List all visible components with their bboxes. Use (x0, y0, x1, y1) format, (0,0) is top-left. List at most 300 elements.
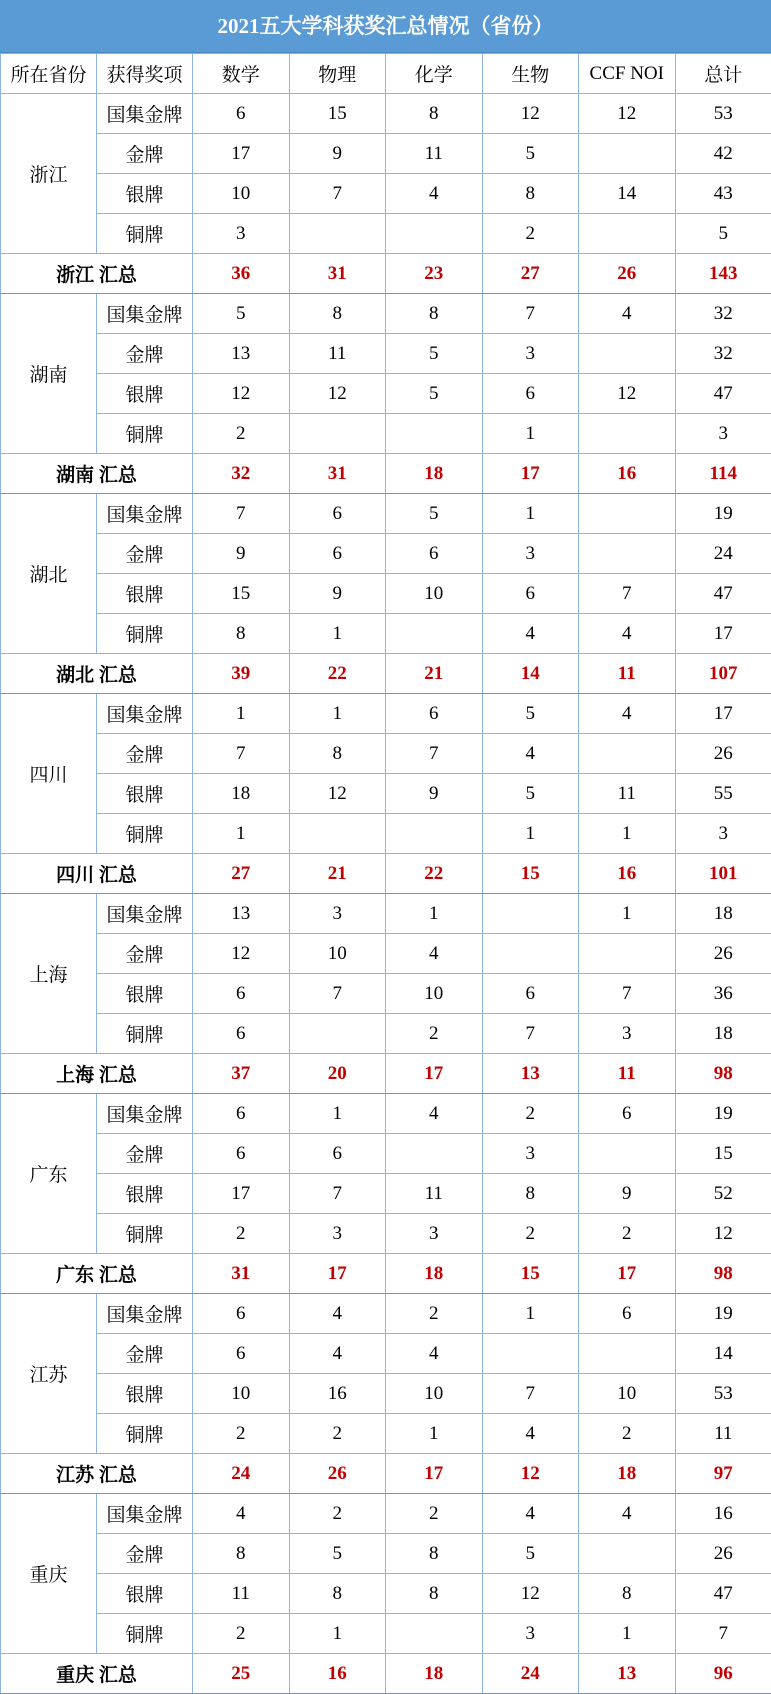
math-total-cell: 27 (193, 854, 290, 894)
total-cell: 12 (675, 1214, 771, 1254)
table-row (1, 494, 771, 534)
total-total-cell: 114 (675, 454, 771, 494)
chemistry-cell: 6 (386, 534, 483, 574)
total-cell: 55 (675, 774, 771, 814)
biology-cell: 7 (482, 294, 579, 334)
physics-cell: 6 (289, 494, 386, 534)
ccf-noi-cell: 8 (579, 1574, 676, 1614)
physics-cell: 1 (289, 1614, 386, 1654)
total-total-cell: 143 (675, 254, 771, 294)
total-cell: 16 (675, 1494, 771, 1534)
table-row (1, 1014, 771, 1054)
total-total-cell: 97 (675, 1454, 771, 1494)
province-cell: 四川 (1, 694, 97, 854)
biology-cell: 4 (482, 734, 579, 774)
ccf-noi-cell: 3 (579, 1014, 676, 1054)
total-cell: 3 (675, 814, 771, 854)
math-cell: 17 (193, 1174, 290, 1214)
physics-total-cell: 20 (289, 1054, 386, 1094)
total-cell: 19 (675, 1294, 771, 1334)
total-cell: 5 (675, 214, 771, 254)
table-row (1, 134, 771, 174)
ccf-noi-total-cell: 16 (579, 854, 676, 894)
award-cell: 铜牌 (97, 214, 193, 254)
table-row (1, 1174, 771, 1214)
header-physics: 物理 (289, 54, 386, 94)
total-total-cell: 98 (675, 1254, 771, 1294)
table-row (1, 1494, 771, 1534)
award-cell: 国集金牌 (97, 694, 193, 734)
math-cell: 2 (193, 1614, 290, 1654)
total-cell: 53 (675, 1374, 771, 1414)
province-total-label: 四川 汇总 (1, 854, 193, 894)
header-math: 数学 (193, 54, 290, 94)
math-cell: 2 (193, 1414, 290, 1454)
award-cell: 铜牌 (97, 814, 193, 854)
chemistry-cell: 8 (386, 1534, 483, 1574)
physics-cell: 6 (289, 534, 386, 574)
table-row (1, 1614, 771, 1654)
physics-cell: 6 (289, 1134, 386, 1174)
award-cell: 国集金牌 (97, 294, 193, 334)
total-cell: 47 (675, 374, 771, 414)
province-cell: 湖南 (1, 294, 97, 454)
math-cell: 6 (193, 1294, 290, 1334)
physics-total-cell: 31 (289, 454, 386, 494)
biology-cell: 7 (482, 1014, 579, 1054)
biology-cell: 1 (482, 414, 579, 454)
award-cell: 铜牌 (97, 1014, 193, 1054)
physics-cell: 3 (289, 894, 386, 934)
math-cell: 10 (193, 1374, 290, 1414)
math-cell: 13 (193, 894, 290, 934)
total-total-cell: 98 (675, 1054, 771, 1094)
math-cell: 1 (193, 814, 290, 854)
chemistry-total-cell: 17 (386, 1054, 483, 1094)
award-cell: 铜牌 (97, 1414, 193, 1454)
biology-cell (482, 894, 579, 934)
math-total-cell: 39 (193, 654, 290, 694)
total-total-cell: 101 (675, 854, 771, 894)
biology-cell: 1 (482, 814, 579, 854)
total-cell: 3 (675, 414, 771, 454)
province-cell: 广东 (1, 1094, 97, 1254)
math-cell: 6 (193, 94, 290, 134)
award-cell: 银牌 (97, 174, 193, 214)
province-cell: 湖北 (1, 494, 97, 654)
biology-total-cell: 17 (482, 454, 579, 494)
physics-cell: 4 (289, 1294, 386, 1334)
header-chemistry: 化学 (386, 54, 483, 94)
math-total-cell: 36 (193, 254, 290, 294)
biology-total-cell: 12 (482, 1454, 579, 1494)
biology-cell: 3 (482, 334, 579, 374)
physics-total-cell: 26 (289, 1454, 386, 1494)
province-total-row (1, 854, 771, 894)
math-cell: 11 (193, 1574, 290, 1614)
chemistry-cell: 8 (386, 1574, 483, 1614)
total-cell: 47 (675, 574, 771, 614)
province-total-label: 广东 汇总 (1, 1254, 193, 1294)
ccf-noi-cell: 10 (579, 1374, 676, 1414)
table-body (1, 94, 771, 1694)
math-total-cell: 37 (193, 1054, 290, 1094)
province-total-row (1, 654, 771, 694)
ccf-noi-cell (579, 1134, 676, 1174)
table-row (1, 934, 771, 974)
province-cell: 上海 (1, 894, 97, 1054)
ccf-noi-cell: 2 (579, 1414, 676, 1454)
physics-cell: 12 (289, 774, 386, 814)
table-row (1, 1534, 771, 1574)
math-cell: 17 (193, 134, 290, 174)
biology-cell: 3 (482, 534, 579, 574)
ccf-noi-cell: 1 (579, 814, 676, 854)
chemistry-total-cell: 22 (386, 854, 483, 894)
chemistry-total-cell: 21 (386, 654, 483, 694)
total-cell: 36 (675, 974, 771, 1014)
ccf-noi-cell: 4 (579, 614, 676, 654)
physics-cell (289, 414, 386, 454)
table-row (1, 1294, 771, 1334)
province-total-row (1, 1454, 771, 1494)
physics-total-cell: 31 (289, 254, 386, 294)
award-cell: 铜牌 (97, 1214, 193, 1254)
physics-cell (289, 214, 386, 254)
header-province: 所在省份 (1, 54, 97, 94)
biology-cell: 4 (482, 1414, 579, 1454)
province-total-label: 湖南 汇总 (1, 454, 193, 494)
physics-cell: 8 (289, 294, 386, 334)
award-cell: 铜牌 (97, 1614, 193, 1654)
table-row (1, 694, 771, 734)
total-cell: 42 (675, 134, 771, 174)
physics-cell: 4 (289, 1334, 386, 1374)
table-row (1, 334, 771, 374)
physics-cell: 12 (289, 374, 386, 414)
province-cell: 重庆 (1, 1494, 97, 1654)
ccf-noi-cell: 6 (579, 1094, 676, 1134)
total-cell: 26 (675, 734, 771, 774)
total-cell: 24 (675, 534, 771, 574)
table-row (1, 214, 771, 254)
math-cell: 2 (193, 1214, 290, 1254)
chemistry-cell (386, 1614, 483, 1654)
biology-cell (482, 1334, 579, 1374)
ccf-noi-cell: 4 (579, 1494, 676, 1534)
physics-cell: 5 (289, 1534, 386, 1574)
chemistry-cell: 4 (386, 934, 483, 974)
ccf-noi-cell: 7 (579, 974, 676, 1014)
physics-total-cell: 17 (289, 1254, 386, 1294)
province-total-label: 江苏 汇总 (1, 1454, 193, 1494)
header-award: 获得奖项 (97, 54, 193, 94)
table-row (1, 574, 771, 614)
physics-cell: 1 (289, 694, 386, 734)
table-row (1, 1414, 771, 1454)
biology-cell: 5 (482, 1534, 579, 1574)
chemistry-cell: 5 (386, 494, 483, 534)
physics-cell: 8 (289, 734, 386, 774)
physics-cell (289, 814, 386, 854)
province-total-row (1, 1654, 771, 1694)
total-cell: 15 (675, 1134, 771, 1174)
math-cell: 6 (193, 1014, 290, 1054)
table-row (1, 1094, 771, 1134)
math-cell: 12 (193, 934, 290, 974)
total-cell: 18 (675, 894, 771, 934)
ccf-noi-cell: 9 (579, 1174, 676, 1214)
ccf-noi-cell (579, 734, 676, 774)
total-cell: 17 (675, 614, 771, 654)
province-cell: 江苏 (1, 1294, 97, 1454)
chemistry-cell (386, 814, 483, 854)
physics-cell: 1 (289, 614, 386, 654)
chemistry-cell: 7 (386, 734, 483, 774)
physics-cell: 9 (289, 574, 386, 614)
table-row (1, 294, 771, 334)
biology-cell: 12 (482, 1574, 579, 1614)
chemistry-total-cell: 18 (386, 1654, 483, 1694)
ccf-noi-cell: 12 (579, 374, 676, 414)
math-cell: 6 (193, 974, 290, 1014)
province-total-label: 湖北 汇总 (1, 654, 193, 694)
chemistry-total-cell: 18 (386, 1254, 483, 1294)
table-row (1, 1574, 771, 1614)
math-cell: 6 (193, 1134, 290, 1174)
math-cell: 7 (193, 734, 290, 774)
ccf-noi-total-cell: 11 (579, 1054, 676, 1094)
ccf-noi-cell: 1 (579, 1614, 676, 1654)
award-cell: 金牌 (97, 1334, 193, 1374)
ccf-noi-cell (579, 1334, 676, 1374)
physics-cell: 8 (289, 1574, 386, 1614)
biology-total-cell: 15 (482, 1254, 579, 1294)
math-cell: 15 (193, 574, 290, 614)
chemistry-cell: 1 (386, 894, 483, 934)
chemistry-total-cell: 23 (386, 254, 483, 294)
table-row (1, 1214, 771, 1254)
biology-cell: 12 (482, 94, 579, 134)
ccf-noi-cell: 4 (579, 694, 676, 734)
chemistry-cell: 2 (386, 1014, 483, 1054)
chemistry-cell: 6 (386, 694, 483, 734)
awards-table (0, 53, 771, 1694)
province-total-label: 重庆 汇总 (1, 1654, 193, 1694)
award-cell: 银牌 (97, 774, 193, 814)
math-cell: 3 (193, 214, 290, 254)
total-cell: 52 (675, 1174, 771, 1214)
chemistry-cell: 11 (386, 134, 483, 174)
biology-cell: 6 (482, 374, 579, 414)
table-row (1, 414, 771, 454)
province-total-row (1, 454, 771, 494)
award-cell: 金牌 (97, 734, 193, 774)
table-row (1, 174, 771, 214)
chemistry-cell (386, 1134, 483, 1174)
physics-total-cell: 21 (289, 854, 386, 894)
table-row (1, 534, 771, 574)
header-total: 总计 (675, 54, 771, 94)
total-cell: 19 (675, 494, 771, 534)
math-cell: 10 (193, 174, 290, 214)
chemistry-total-cell: 18 (386, 454, 483, 494)
chemistry-cell (386, 614, 483, 654)
total-cell: 53 (675, 94, 771, 134)
chemistry-cell: 10 (386, 974, 483, 1014)
table-row (1, 614, 771, 654)
chemistry-cell: 8 (386, 94, 483, 134)
biology-cell: 8 (482, 1174, 579, 1214)
award-cell: 国集金牌 (97, 1094, 193, 1134)
math-cell: 5 (193, 294, 290, 334)
chemistry-cell: 4 (386, 1094, 483, 1134)
physics-cell: 7 (289, 974, 386, 1014)
chemistry-cell: 3 (386, 1214, 483, 1254)
physics-cell: 10 (289, 934, 386, 974)
ccf-noi-total-cell: 16 (579, 454, 676, 494)
math-cell: 6 (193, 1334, 290, 1374)
math-cell: 6 (193, 1094, 290, 1134)
physics-cell: 7 (289, 1174, 386, 1214)
math-cell: 9 (193, 534, 290, 574)
math-cell: 13 (193, 334, 290, 374)
ccf-noi-total-cell: 26 (579, 254, 676, 294)
award-cell: 金牌 (97, 1534, 193, 1574)
math-cell: 12 (193, 374, 290, 414)
table-row (1, 374, 771, 414)
biology-cell: 1 (482, 494, 579, 534)
award-cell: 银牌 (97, 1174, 193, 1214)
ccf-noi-cell (579, 934, 676, 974)
math-cell: 18 (193, 774, 290, 814)
math-cell: 4 (193, 1494, 290, 1534)
ccf-noi-cell (579, 494, 676, 534)
math-cell: 1 (193, 694, 290, 734)
physics-total-cell: 22 (289, 654, 386, 694)
award-cell: 国集金牌 (97, 1494, 193, 1534)
award-cell: 金牌 (97, 334, 193, 374)
ccf-noi-cell: 7 (579, 574, 676, 614)
total-cell: 11 (675, 1414, 771, 1454)
math-total-cell: 24 (193, 1454, 290, 1494)
chemistry-cell (386, 214, 483, 254)
total-cell: 32 (675, 334, 771, 374)
award-cell: 国集金牌 (97, 894, 193, 934)
province-total-label: 浙江 汇总 (1, 254, 193, 294)
math-total-cell: 32 (193, 454, 290, 494)
table-row (1, 1134, 771, 1174)
province-total-row (1, 1054, 771, 1094)
award-cell: 国集金牌 (97, 1294, 193, 1334)
biology-cell: 2 (482, 214, 579, 254)
math-cell: 2 (193, 414, 290, 454)
province-total-label: 上海 汇总 (1, 1054, 193, 1094)
total-cell: 26 (675, 934, 771, 974)
biology-cell: 6 (482, 574, 579, 614)
ccf-noi-cell (579, 1534, 676, 1574)
chemistry-cell: 2 (386, 1494, 483, 1534)
table-title: 2021五大学科获奖汇总情况（省份） (0, 0, 771, 53)
physics-cell: 9 (289, 134, 386, 174)
chemistry-cell: 9 (386, 774, 483, 814)
physics-cell: 16 (289, 1374, 386, 1414)
table-row (1, 1374, 771, 1414)
award-cell: 国集金牌 (97, 94, 193, 134)
physics-cell (289, 1014, 386, 1054)
ccf-noi-cell: 14 (579, 174, 676, 214)
total-total-cell: 107 (675, 654, 771, 694)
biology-cell: 5 (482, 694, 579, 734)
award-cell: 银牌 (97, 574, 193, 614)
ccf-noi-cell: 11 (579, 774, 676, 814)
math-total-cell: 25 (193, 1654, 290, 1694)
ccf-noi-total-cell: 18 (579, 1454, 676, 1494)
biology-cell (482, 934, 579, 974)
award-cell: 银牌 (97, 374, 193, 414)
physics-cell: 7 (289, 174, 386, 214)
table-row (1, 774, 771, 814)
chemistry-cell: 4 (386, 1334, 483, 1374)
ccf-noi-cell: 4 (579, 294, 676, 334)
ccf-noi-cell (579, 414, 676, 454)
province-cell: 浙江 (1, 94, 97, 254)
award-cell: 铜牌 (97, 614, 193, 654)
physics-cell: 1 (289, 1094, 386, 1134)
biology-total-cell: 13 (482, 1054, 579, 1094)
math-cell: 8 (193, 614, 290, 654)
chemistry-cell (386, 414, 483, 454)
ccf-noi-cell: 12 (579, 94, 676, 134)
ccf-noi-cell (579, 334, 676, 374)
biology-cell: 4 (482, 614, 579, 654)
chemistry-cell: 5 (386, 334, 483, 374)
ccf-noi-total-cell: 17 (579, 1254, 676, 1294)
ccf-noi-cell: 2 (579, 1214, 676, 1254)
table-row (1, 1334, 771, 1374)
ccf-noi-cell (579, 534, 676, 574)
header-ccf-noi: CCF NOI (579, 54, 676, 94)
header-biology: 生物 (482, 54, 579, 94)
total-total-cell: 96 (675, 1654, 771, 1694)
award-cell: 金牌 (97, 134, 193, 174)
ccf-noi-cell (579, 214, 676, 254)
biology-cell: 6 (482, 974, 579, 1014)
biology-cell: 5 (482, 134, 579, 174)
table-row (1, 814, 771, 854)
ccf-noi-total-cell: 11 (579, 654, 676, 694)
total-cell: 18 (675, 1014, 771, 1054)
chemistry-cell: 11 (386, 1174, 483, 1214)
total-cell: 32 (675, 294, 771, 334)
physics-cell: 2 (289, 1494, 386, 1534)
total-cell: 7 (675, 1614, 771, 1654)
total-cell: 47 (675, 1574, 771, 1614)
biology-cell: 5 (482, 774, 579, 814)
biology-total-cell: 14 (482, 654, 579, 694)
total-cell: 19 (675, 1094, 771, 1134)
province-total-row (1, 1254, 771, 1294)
award-cell: 银牌 (97, 1574, 193, 1614)
header-row (1, 54, 771, 94)
ccf-noi-cell (579, 134, 676, 174)
table-row (1, 94, 771, 134)
biology-cell: 4 (482, 1494, 579, 1534)
award-cell: 铜牌 (97, 414, 193, 454)
ccf-noi-cell: 6 (579, 1294, 676, 1334)
biology-cell: 8 (482, 174, 579, 214)
table-row (1, 974, 771, 1014)
